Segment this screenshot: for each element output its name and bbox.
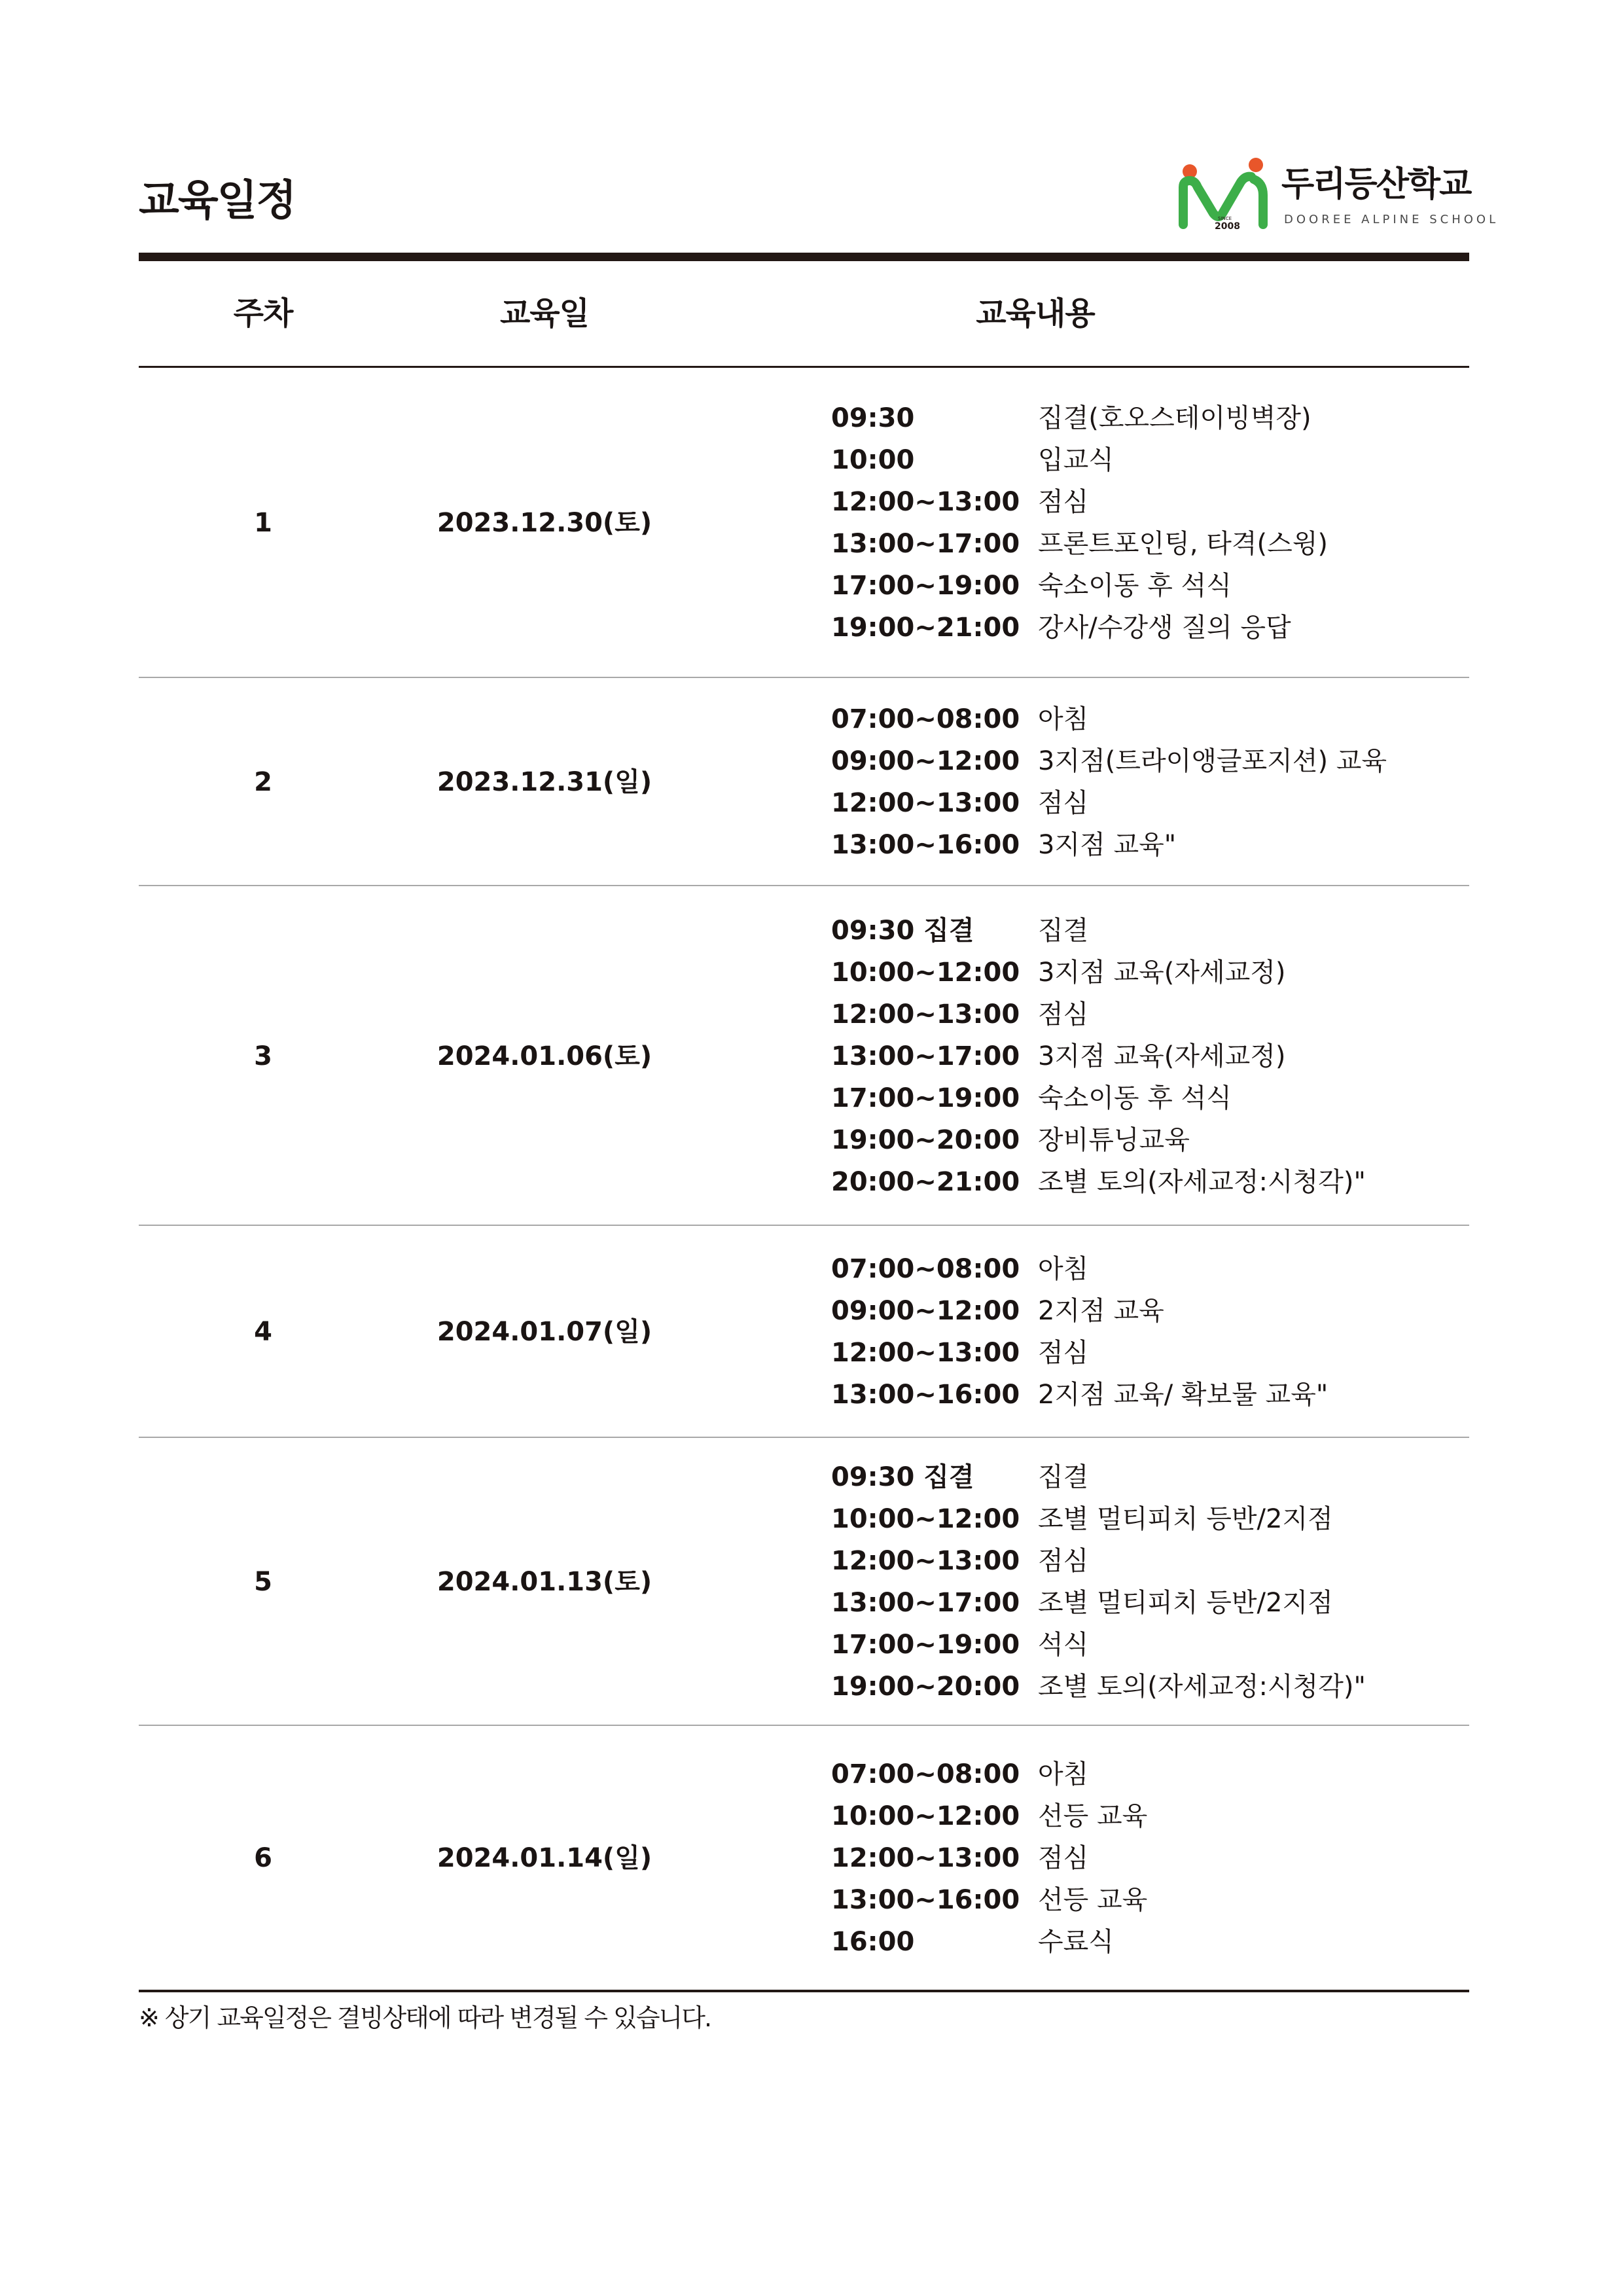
schedule-time: 13:00~16:00	[831, 1884, 1020, 1915]
week-number: 4	[254, 1317, 272, 1347]
schedule-activity: 숙소이동 후 석식	[1038, 571, 1232, 601]
schedule-item	[831, 1374, 1472, 1416]
schedule-item	[831, 1290, 1472, 1332]
schedule-activity: 석식	[1038, 1630, 1089, 1660]
schedule-activity: 아침	[1038, 704, 1089, 734]
schedule-time: 10:00~12:00	[831, 957, 1020, 988]
schedule-activity: 2지점 교육	[1038, 1296, 1164, 1326]
logo-subtitle: DOOREE ALPINE SCHOOL	[1284, 213, 1499, 226]
schedule-item	[831, 1035, 1472, 1077]
schedule-time: 13:00~17:00	[831, 1041, 1020, 1071]
schedule-item	[831, 1248, 1472, 1290]
schedule-activity: 강사/수강생 질의 응답	[1038, 613, 1291, 643]
schedule-activity: 입교식	[1038, 445, 1114, 475]
session-date: 2024.01.14(일)	[437, 1842, 652, 1873]
schedule-item	[831, 1666, 1472, 1708]
schedule-item	[831, 698, 1472, 740]
schedule-activity: 조별 토의(자세교정:시청각)"	[1038, 1672, 1366, 1702]
schedule-item	[831, 1498, 1472, 1540]
logo-name: 두리등산학교	[1281, 165, 1471, 204]
schedule-time: 19:00~20:00	[831, 1124, 1020, 1155]
schedule-list	[831, 1456, 1472, 1708]
schedule-time: 13:00~17:00	[831, 529, 1020, 559]
schedule-activity: 3지점 교육"	[1038, 830, 1177, 860]
schedule-time: 20:00~21:00	[831, 1166, 1020, 1197]
schedule-item	[831, 740, 1472, 782]
schedule-time: 16:00	[831, 1926, 915, 1957]
schedule-activity: 2지점 교육/ 확보물 교육"	[1038, 1380, 1329, 1410]
top-rule	[139, 253, 1469, 261]
schedule-list	[831, 910, 1472, 1203]
schedule-row	[139, 1726, 1469, 1990]
schedule-time: 09:30 집결	[831, 915, 974, 946]
table-header	[139, 261, 1469, 366]
schedule-item	[831, 397, 1472, 439]
schedule-item	[831, 1795, 1472, 1837]
schedule-time: 07:00~08:00	[831, 1254, 1020, 1284]
schedule-item	[831, 1837, 1472, 1879]
week-number: 2	[254, 767, 272, 797]
schedule-item	[831, 481, 1472, 523]
schedule-time: 09:30 집결	[831, 1462, 974, 1492]
schedule-time: 12:00~13:00	[831, 999, 1020, 1030]
schedule-item	[831, 1119, 1472, 1161]
footnote: ※ 상기 교육일정은 결빙상태에 따라 변경될 수 있습니다.	[139, 2003, 711, 2032]
schedule-activity: 선등 교육	[1038, 1884, 1148, 1915]
schedule-activity: 점심	[1038, 1842, 1089, 1873]
schedule-activity: 조별 멀티피치 등반/2지점	[1038, 1504, 1333, 1534]
schedule-item	[831, 994, 1472, 1035]
schedule-activity: 숙소이동 후 석식	[1038, 1083, 1232, 1113]
schedule-time: 07:00~08:00	[831, 1759, 1020, 1789]
schedule-item	[831, 824, 1472, 866]
schedule-item	[831, 952, 1472, 994]
logo-since-label: SINCE	[1218, 216, 1232, 221]
week-number: 3	[254, 1041, 272, 1071]
header-week: 주차	[233, 295, 293, 332]
header-content: 교육내용	[976, 295, 1095, 332]
header-date: 교육일	[499, 295, 590, 332]
week-number: 5	[254, 1567, 272, 1597]
schedule-time: 19:00~21:00	[831, 613, 1020, 643]
schedule-time: 19:00~20:00	[831, 1672, 1020, 1702]
schedule-activity: 점심	[1038, 487, 1089, 517]
schedule-time: 10:00~12:00	[831, 1801, 1020, 1831]
schedule-item	[831, 1921, 1472, 1963]
schedule-activity: 점심	[1038, 1338, 1089, 1368]
schedule-row	[139, 678, 1469, 886]
schedule-time: 17:00~19:00	[831, 1630, 1020, 1660]
schedule-row	[139, 1438, 1469, 1726]
schedule-time: 10:00~12:00	[831, 1504, 1020, 1534]
schedule-item	[831, 1582, 1472, 1624]
schedule-time: 13:00~16:00	[831, 1380, 1020, 1410]
session-date: 2023.12.30(토)	[437, 508, 652, 538]
schedule-activity: 3지점 교육(자세교정)	[1038, 957, 1286, 988]
session-date: 2024.01.06(토)	[437, 1041, 652, 1071]
schedule-time: 12:00~13:00	[831, 487, 1020, 517]
schedule-activity: 3지점(트라이앵글포지션) 교육	[1038, 746, 1387, 776]
schedule-time: 12:00~13:00	[831, 1842, 1020, 1873]
week-number: 6	[254, 1842, 272, 1873]
schedule-item	[831, 1879, 1472, 1921]
schedule-item	[831, 1332, 1472, 1374]
schedule-item	[831, 607, 1472, 649]
schedule-list	[831, 698, 1472, 866]
schedule-activity: 점심	[1038, 1546, 1089, 1576]
schedule-activity: 장비튜닝교육	[1038, 1124, 1190, 1155]
schedule-item	[831, 439, 1472, 481]
schedule-activity: 아침	[1038, 1254, 1089, 1284]
schedule-activity: 집결	[1038, 915, 1089, 946]
schedule-time: 12:00~13:00	[831, 1338, 1020, 1368]
schedule-row	[139, 1226, 1469, 1438]
schedule-item	[831, 1753, 1472, 1795]
schedule-list	[831, 1753, 1472, 1963]
logo-since-year: 2008	[1215, 221, 1240, 232]
schedule-activity: 조별 멀티피치 등반/2지점	[1038, 1588, 1333, 1618]
schedule-time: 07:00~08:00	[831, 704, 1020, 734]
schedule-item	[831, 910, 1472, 952]
session-date: 2023.12.31(일)	[437, 767, 652, 797]
schedule-item	[831, 565, 1472, 607]
schedule-row	[139, 886, 1469, 1226]
schedule-item	[831, 523, 1472, 565]
schedule-activity: 프론트포인팅, 타격(스윙)	[1038, 529, 1329, 559]
schedule-activity: 수료식	[1038, 1926, 1114, 1957]
schedule-time: 09:00~12:00	[831, 1296, 1020, 1326]
schedule-time: 12:00~13:00	[831, 788, 1020, 818]
schedule-item	[831, 1077, 1472, 1119]
schedule-time: 09:30	[831, 403, 915, 433]
schedule-item	[831, 1456, 1472, 1498]
week-number: 1	[254, 508, 272, 538]
schedule-time: 17:00~19:00	[831, 571, 1020, 601]
school-logo	[1178, 156, 1499, 234]
schedule-item	[831, 782, 1472, 824]
schedule-activity: 조별 토의(자세교정:시청각)"	[1038, 1166, 1366, 1197]
schedule-activity: 선등 교육	[1038, 1801, 1148, 1831]
schedule-activity: 아침	[1038, 1759, 1089, 1789]
schedule-activity: 점심	[1038, 788, 1089, 818]
schedule-row	[139, 368, 1469, 678]
bottom-rule	[139, 1990, 1469, 1992]
schedule-time: 17:00~19:00	[831, 1083, 1020, 1113]
schedule-activity: 3지점 교육(자세교정)	[1038, 1041, 1286, 1071]
schedule-activity: 점심	[1038, 999, 1089, 1030]
schedule-item	[831, 1624, 1472, 1666]
schedule-activity: 집결	[1038, 1462, 1089, 1492]
session-date: 2024.01.13(토)	[437, 1567, 652, 1597]
schedule-time: 13:00~17:00	[831, 1588, 1020, 1618]
school-logo-mark	[1178, 156, 1276, 234]
schedule-time: 09:00~12:00	[831, 746, 1020, 776]
schedule-time: 10:00	[831, 445, 915, 475]
schedule-item	[831, 1540, 1472, 1582]
schedule-time: 13:00~16:00	[831, 830, 1020, 860]
page-title: 교육일정	[139, 177, 296, 225]
schedule-activity: 집결(호오스테이빙벽장)	[1038, 403, 1311, 433]
schedule-list	[831, 1248, 1472, 1416]
schedule-time: 12:00~13:00	[831, 1546, 1020, 1576]
schedule-list	[831, 397, 1472, 649]
schedule-item	[831, 1161, 1472, 1203]
session-date: 2024.01.07(일)	[437, 1317, 652, 1347]
